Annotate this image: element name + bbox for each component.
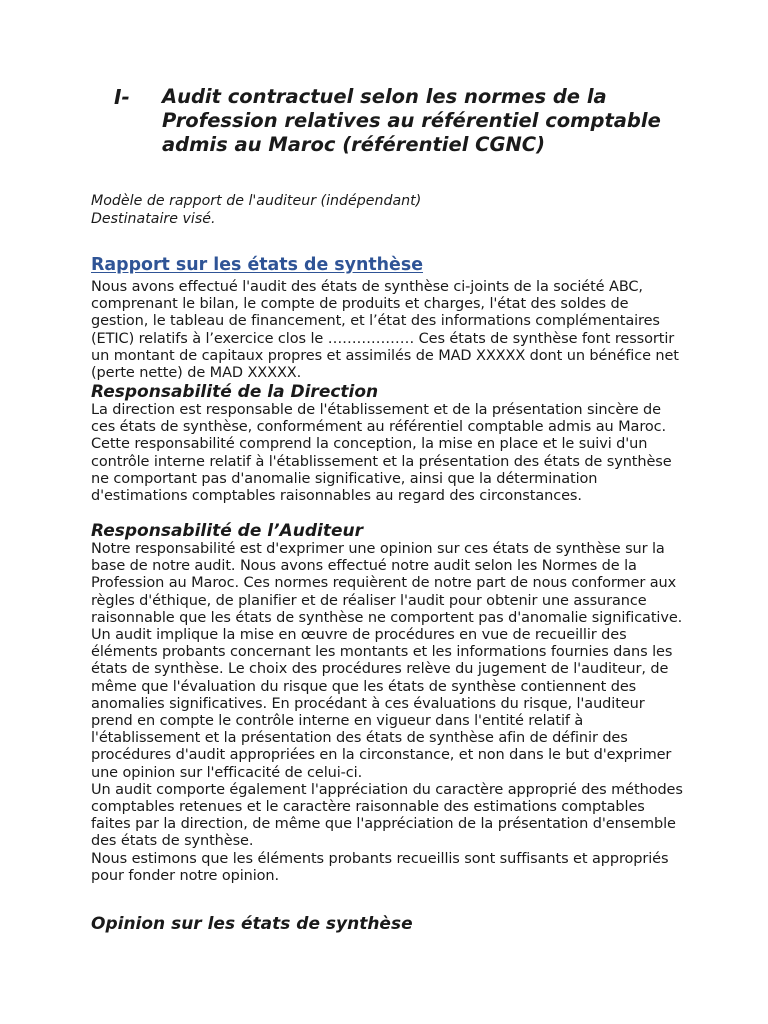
intro-block <box>91 192 421 228</box>
model-line: Modèle de rapport de l'auditeur (indépendant) <box>91 193 422 209</box>
auditor-paragraph-2: Un audit implique la mise en œuvre de procédures en vue de recueillir des éléments probants concernant les montants et les informations fournies dans les états de synthèse. Le choix des procédures relève du jugement de l'auditeur, de même que l'évaluation du risque que les états de synthèse contiennent des anomalies significatives. En procédant à ces évaluations du risque, l'auditeur prend en compte le contrôle interne en vigueur dans l'entité relatif à l'établissement et la présentation des états de synthèse afin de définir des procédures d'audit appropriées en la circonstance, et non dans le but d'exprimer une opinion sur l'efficacité de celui-ci. <box>91 627 673 781</box>
auditor-paragraph-4: Nous estimons que les éléments probants recueillis sont suffisants et appropriés pour fonder notre opinion. <box>91 850 669 884</box>
report-paragraph-block <box>91 279 686 382</box>
auditor-paragraphs-block <box>91 541 686 885</box>
direction-paragraph: La direction est responsable de l'établissement et de la présentation sincère de ces états de synthèse, conformément au référentiel comptable admis au Maroc. Cette responsabilité comprend la conception, la mise en place et le suivi d'un contrôle interne relatif à l'établissement et la présentation des états de synthèse ne comportant pas d'anomalie significative, ainsi que la détermination d'estimations comptables raisonnables au regard des circonstances. <box>91 402 672 505</box>
section-title: Audit contractuel selon les normes de la Profession relatives au référentiel comptable admis au Maroc (référentiel CGNC) <box>162 85 661 156</box>
auditor-paragraph-1: Notre responsabilité est d'exprimer une opinion sur ces états de synthèse sur la base de notre audit. Nous avons effectué notre audit selon les Normes de la Profession au Maroc. Ces normes requièrent de notre part de nous conformer aux règles d'éthique, de planifier et de réaliser l'audit pour obtenir une assurance raisonnable que les états de synthèse ne comportent pas d'anomalie significative. <box>91 541 683 626</box>
report-title-link[interactable]: Rapport sur les états de synthèse <box>91 255 424 275</box>
recipient-line: Destinataire visé. <box>91 211 216 227</box>
auditor-paragraph-3: Un audit comporte également l'appréciation du caractère approprié des méthodes comptables retenues et le caractère raisonnable des estimations comptables faites par la direction, de même que l'appréciation de la présentation d'ensemble des états de synthèse. <box>91 781 683 850</box>
opinion-heading: Opinion sur les états de synthèse <box>91 914 413 934</box>
section-number: I- <box>114 85 130 109</box>
report-paragraph: Nous avons effectué l'audit des états de synthèse ci-joints de la société ABC, comprenant le bilan, le compte de produits et charges, l'état des soldes de gestion, le tableau de financement, et l’état des informations complémentaires (ETIC) relatifs à l’exercice clos le ……………… Ces états de synthèse font ressortir un montant de capitaux propres et assimilés de MAD XXXXX dont un bénéfice net (perte nette) de MAD XXXXX. <box>91 279 679 382</box>
section-heading-block <box>114 85 662 157</box>
auditor-heading: Responsabilité de l’Auditeur <box>91 521 363 541</box>
direction-heading: Responsabilité de la Direction <box>91 382 379 402</box>
direction-paragraph-block <box>91 402 686 505</box>
